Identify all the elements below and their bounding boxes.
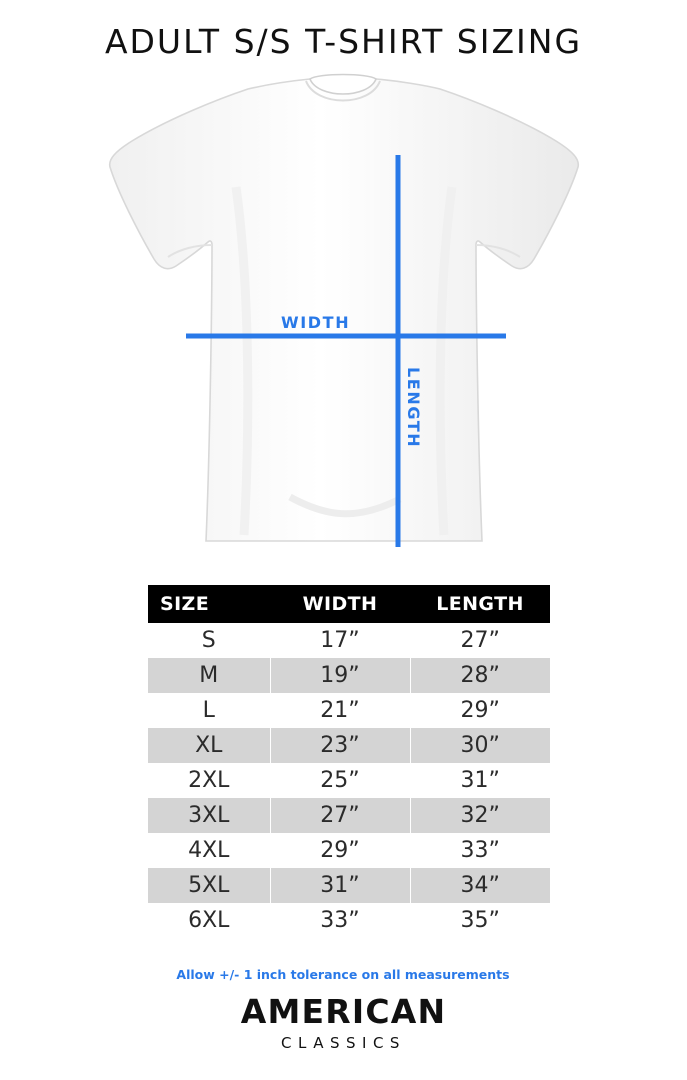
cell-size: XL xyxy=(148,728,270,763)
brand-subtitle: CLASSICS xyxy=(281,1034,406,1052)
cell-width: 29” xyxy=(270,833,410,868)
table-row xyxy=(148,833,550,868)
cell-length: 35” xyxy=(410,903,550,938)
cell-size: L xyxy=(148,693,270,728)
table-header-row xyxy=(148,585,550,623)
cell-length: 30” xyxy=(410,728,550,763)
brand-name: AMERICAN xyxy=(240,992,447,1031)
header-size: SIZE xyxy=(148,585,270,623)
cell-size: S xyxy=(148,623,270,658)
cell-length: 28” xyxy=(410,658,550,693)
table-row xyxy=(148,693,550,728)
table-row xyxy=(148,798,550,833)
cell-size: 2XL xyxy=(148,763,270,798)
width-label: WIDTH xyxy=(281,313,351,332)
table-row xyxy=(148,658,550,693)
tshirt-illustration xyxy=(0,67,687,547)
cell-length: 29” xyxy=(410,693,550,728)
size-table-head xyxy=(148,585,550,623)
size-table-container xyxy=(148,585,538,982)
cell-width: 31” xyxy=(270,868,410,903)
cell-length: 31” xyxy=(410,763,550,798)
cell-width: 33” xyxy=(270,903,410,938)
cell-width: 23” xyxy=(270,728,410,763)
cell-size: M xyxy=(148,658,270,693)
cell-width: 25” xyxy=(270,763,410,798)
brand-footer xyxy=(0,992,687,1052)
cell-width: 21” xyxy=(270,693,410,728)
cell-size: 6XL xyxy=(148,903,270,938)
length-label: LENGTH xyxy=(404,367,423,449)
shirt-body xyxy=(110,79,579,541)
cell-length: 33” xyxy=(410,833,550,868)
cell-size: 3XL xyxy=(148,798,270,833)
size-table xyxy=(148,585,550,938)
table-row xyxy=(148,868,550,903)
cell-size: 4XL xyxy=(148,833,270,868)
cell-length: 32” xyxy=(410,798,550,833)
header-width: WIDTH xyxy=(270,585,410,623)
cell-width: 19” xyxy=(270,658,410,693)
table-row xyxy=(148,903,550,938)
table-row xyxy=(148,763,550,798)
cell-width: 27” xyxy=(270,798,410,833)
tshirt-diagram xyxy=(0,67,687,547)
table-row xyxy=(148,623,550,658)
table-row xyxy=(148,728,550,763)
header-length: LENGTH xyxy=(410,585,550,623)
cell-width: 17” xyxy=(270,623,410,658)
size-table-body xyxy=(148,623,550,938)
cell-length: 34” xyxy=(410,868,550,903)
cell-length: 27” xyxy=(410,623,550,658)
page-title: ADULT S/S T-SHIRT SIZING xyxy=(104,22,583,61)
cell-size: 5XL xyxy=(148,868,270,903)
tolerance-note: Allow +/- 1 inch tolerance on all measurements xyxy=(176,967,510,982)
